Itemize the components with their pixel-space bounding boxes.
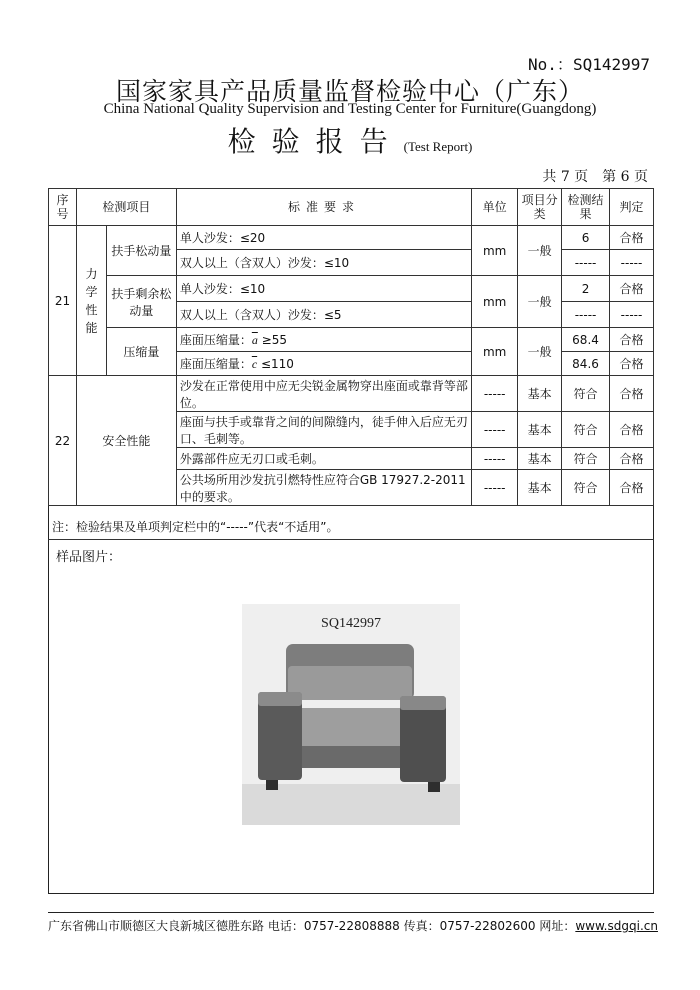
- table-row: [49, 226, 654, 250]
- verdict-cell: 合格: [610, 412, 654, 448]
- row-seq-21: 21: [49, 226, 77, 376]
- page-counter: 共 7 页 第 6 页: [542, 169, 648, 185]
- report-title-en: (Test Report): [403, 139, 473, 154]
- verdict-cell: -----: [610, 250, 654, 276]
- report-title: [0, 120, 700, 160]
- item-name: 扶手松动量: [106, 226, 176, 276]
- verdict-cell: 合格: [610, 352, 654, 376]
- result-cell: 符合: [562, 470, 610, 506]
- category-mechanical: 力学性能: [76, 226, 106, 376]
- table-row: [49, 328, 654, 352]
- org-name-cn: 国家家具产品质量监督检验中心（广东）: [115, 77, 584, 106]
- sample-label: 样品图片：: [56, 550, 122, 565]
- sample-photo-caption: SQ142997: [321, 616, 381, 631]
- unit-cell: -----: [472, 376, 518, 412]
- class-cell: 一般: [518, 276, 562, 328]
- unit-cell: mm: [472, 276, 518, 328]
- unit-cell: mm: [472, 328, 518, 376]
- verdict-cell: 合格: [610, 226, 654, 250]
- col-verdict: 判定: [610, 189, 654, 226]
- class-cell: 基本: [518, 412, 562, 448]
- result-cell: 符合: [562, 412, 610, 448]
- org-name-en: China National Quality Supervision and Testing Center for Furniture(Guangdong): [103, 101, 597, 117]
- requirement: 双人以上（含双人）沙发：≤5: [176, 302, 471, 328]
- class-cell: 基本: [518, 448, 562, 470]
- result-cell: -----: [562, 302, 610, 328]
- symbol-c: $\overline{c}$: [251, 357, 258, 371]
- footer-divider: [48, 912, 654, 913]
- col-item: 检测项目: [76, 189, 176, 226]
- item-name: 扶手剩余松动量: [106, 276, 176, 328]
- col-unit: 单位: [472, 189, 518, 226]
- requirement: 双人以上（含双人）沙发：≤10: [176, 250, 471, 276]
- result-cell: 符合: [562, 376, 610, 412]
- verdict-cell: 合格: [610, 276, 654, 302]
- class-cell: 基本: [518, 470, 562, 506]
- item-name: 压缩量: [106, 328, 176, 376]
- verdict-cell: 合格: [610, 448, 654, 470]
- result-cell: 84.6: [562, 352, 610, 376]
- sofa-image: [242, 604, 460, 825]
- table-header-row: [49, 189, 654, 226]
- requirement: 公共场所用沙发抗引燃特性应符合GB 17927.2-2011中的要求。: [176, 470, 471, 506]
- unit-cell: -----: [472, 412, 518, 448]
- item-safety: 安全性能: [76, 376, 176, 506]
- divider: [48, 539, 654, 540]
- result-cell: -----: [562, 250, 610, 276]
- result-cell: 符合: [562, 448, 610, 470]
- col-category: 项目分类: [518, 189, 562, 226]
- col-result: 检测结果: [562, 189, 610, 226]
- sample-photo: [242, 604, 460, 825]
- col-standard: 标准要求: [176, 189, 471, 226]
- verdict-cell: 合格: [610, 376, 654, 412]
- requirement: 座面压缩量：$\overline{c} \le 110$: [176, 352, 471, 376]
- requirement: 单人沙发：≤10: [176, 276, 471, 302]
- result-cell: 68.4: [562, 328, 610, 352]
- requirement: 沙发在正常使用中应无尖锐金属物穿出座面或靠背等部位。: [176, 376, 471, 412]
- class-cell: 一般: [518, 226, 562, 276]
- col-seq: 序号: [49, 189, 77, 226]
- row-seq-22: 22: [49, 376, 77, 506]
- report-title-cn: 检验报告: [227, 125, 404, 158]
- result-cell: 2: [562, 276, 610, 302]
- table-row: [49, 376, 654, 412]
- unit-cell: -----: [472, 470, 518, 506]
- result-cell: 6: [562, 226, 610, 250]
- requirement: 座面与扶手或靠背之间的间隙缝内，徒手伸入后应无刃口、毛刺等。: [176, 412, 471, 448]
- website-link[interactable]: www.sdgqi.cn: [575, 919, 658, 933]
- results-table: [48, 188, 654, 506]
- verdict-cell: -----: [610, 302, 654, 328]
- verdict-cell: 合格: [610, 470, 654, 506]
- requirement: 外露部件应无刃口或毛刺。: [176, 448, 471, 470]
- requirement: 单人沙发：≤20: [176, 226, 471, 250]
- class-cell: 一般: [518, 328, 562, 376]
- unit-cell: -----: [472, 448, 518, 470]
- unit-cell: mm: [472, 226, 518, 276]
- requirement: 座面压缩量：$\overline{a} \ge 55$: [176, 328, 471, 352]
- class-cell: 基本: [518, 376, 562, 412]
- table-row: [49, 276, 654, 302]
- footer-contact: 广东省佛山市顺德区大良新城区德胜东路 电话：0757-22808888 传真：0757-22802600 网址：www.sdgqi.cn: [48, 919, 658, 933]
- report-number: No.：SQ142997: [528, 55, 650, 74]
- symbol-a: $\overline{a}$: [251, 333, 258, 347]
- verdict-cell: 合格: [610, 328, 654, 352]
- table-note: 注：检验结果及单项判定栏中的“-----”代表“不适用”。: [52, 520, 339, 534]
